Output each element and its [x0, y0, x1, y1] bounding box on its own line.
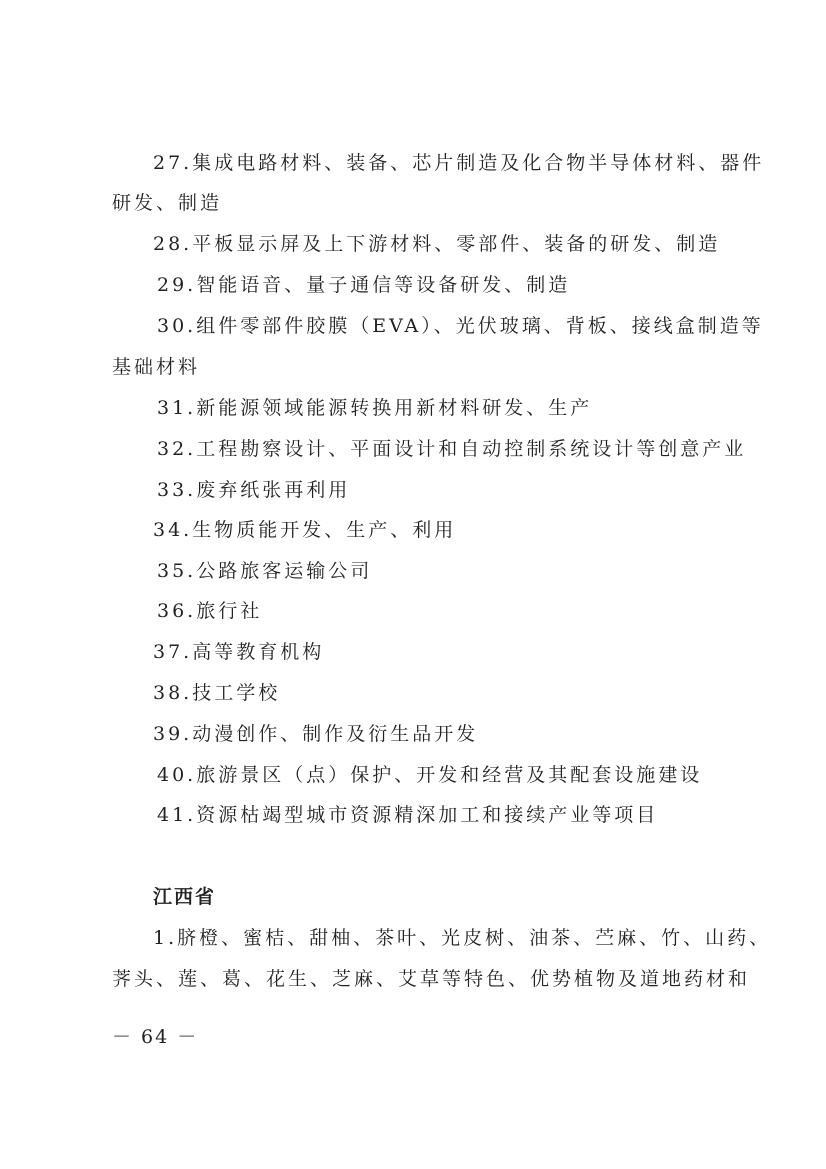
list-item-40: 40.旅游景区（点）保护、开发和经营及其配套设施建设 [157, 764, 703, 786]
list-item-31: 31.新能源领域能源转换用新材料研发、生产 [157, 397, 593, 419]
list-item-36: 36.旅行社 [157, 600, 263, 622]
list-item-30-continuation: 基础材料 [112, 356, 201, 378]
list-item-30: 30.组件零部件胶膜（EVA）、光伏玻璃、背板、接线盒制造等 [157, 315, 764, 337]
list-item-28: 28.平板显示屏及上下游材料、零部件、装备的研发、制造 [153, 233, 721, 255]
list-item-39: 39.动漫创作、制作及衍生品开发 [153, 723, 479, 745]
list-item-29: 29.智能语音、量子通信等设备研发、制造 [157, 274, 571, 296]
list-item-27-continuation: 研发、制造 [112, 192, 223, 214]
list-item-34: 34.生物质能开发、生产、利用 [153, 519, 457, 541]
list-item-32: 32.工程勘察设计、平面设计和自动控制系统设计等创意产业 [157, 438, 747, 460]
list-item-38: 38.技工学校 [153, 682, 281, 704]
jiangxi-item-1: 1.脐橙、蜜桔、甜柚、茶叶、光皮树、油茶、苎麻、竹、山药、 [153, 927, 772, 949]
list-item-35: 35.公路旅客运输公司 [157, 560, 373, 582]
jiangxi-item-1-continuation: 荠头、莲、葛、花生、芝麻、艾草等特色、优势植物及道地药材和 [112, 968, 751, 990]
section-heading-jiangxi: 江西省 [153, 886, 217, 908]
list-item-37: 37.高等教育机构 [153, 641, 325, 663]
page-number: － 64 － [112, 1026, 199, 1048]
list-item-41: 41.资源枯竭型城市资源精深加工和接续产业等项目 [157, 804, 659, 826]
list-item-33: 33.废弃纸张再利用 [157, 479, 351, 501]
list-item-27: 27.集成电路材料、装备、芯片制造及化合物半导体材料、器件 [153, 152, 765, 174]
